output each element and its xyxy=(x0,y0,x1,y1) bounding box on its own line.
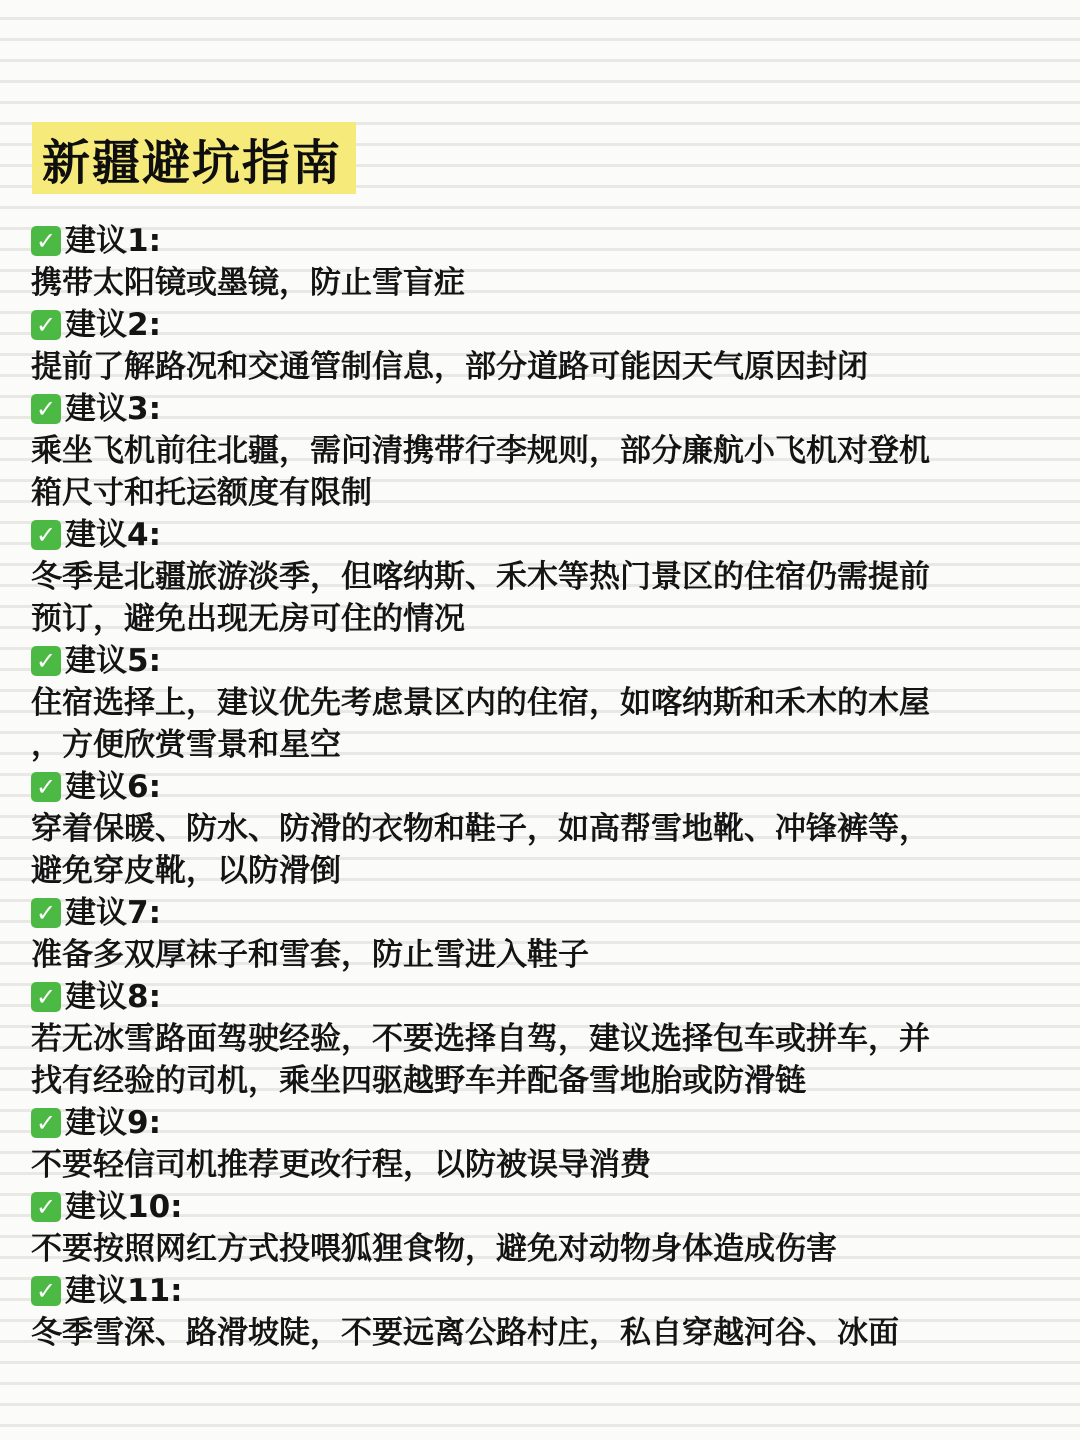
tip-item xyxy=(31,976,1061,1102)
tip-text xyxy=(31,808,1061,892)
page-title: 新疆避坑指南 xyxy=(42,134,343,191)
tips-list xyxy=(31,220,1061,1354)
tip-text xyxy=(31,262,1061,304)
tip-heading xyxy=(31,1186,1061,1228)
check-mark-icon: ✓ xyxy=(31,898,61,928)
tip-text xyxy=(31,1312,1061,1354)
tip-label: 建议11: xyxy=(65,1273,183,1309)
tip-text xyxy=(31,556,1061,640)
tip-item xyxy=(31,1270,1061,1354)
tip-heading xyxy=(31,514,1061,556)
tip-text-line: 不要轻信司机推荐更改行程，以防被误导消费 xyxy=(31,1147,651,1183)
check-mark-icon: ✓ xyxy=(31,394,61,424)
check-mark-icon: ✓ xyxy=(31,1276,61,1306)
tip-item xyxy=(31,514,1061,640)
tip-text-line: 找有经验的司机，乘坐四驱越野车并配备雪地胎或防滑链 xyxy=(31,1063,806,1099)
tip-text-line: 预订，避免出现无房可住的情况 xyxy=(31,601,465,637)
tip-text xyxy=(31,1018,1061,1102)
tip-text-line: 住宿选择上，建议优先考虑景区内的住宿，如喀纳斯和禾木的木屋 xyxy=(31,685,930,721)
tip-heading xyxy=(31,1102,1061,1144)
tip-label: 建议1: xyxy=(65,223,161,259)
tip-label: 建议3: xyxy=(65,391,161,427)
tip-item xyxy=(31,640,1061,766)
check-mark-icon: ✓ xyxy=(31,646,61,676)
check-mark-icon: ✓ xyxy=(31,982,61,1012)
tip-label: 建议10: xyxy=(65,1189,183,1225)
tip-text-line: 乘坐飞机前往北疆，需问清携带行李规则，部分廉航小飞机对登机 xyxy=(31,433,930,469)
tip-text xyxy=(31,1144,1061,1186)
tip-text xyxy=(31,934,1061,976)
tip-text-line: 穿着保暖、防水、防滑的衣物和鞋子，如高帮雪地靴、冲锋裤等， xyxy=(31,811,930,847)
tip-text xyxy=(31,1228,1061,1270)
tip-item xyxy=(31,220,1061,304)
tip-text-line: ，方便欣赏雪景和星空 xyxy=(31,727,341,763)
tip-label: 建议4: xyxy=(65,517,161,553)
check-mark-icon: ✓ xyxy=(31,1108,61,1138)
tip-label: 建议7: xyxy=(65,895,161,931)
tip-label: 建议8: xyxy=(65,979,161,1015)
tip-text-line: 携带太阳镜或墨镜，防止雪盲症 xyxy=(31,265,465,301)
tip-heading xyxy=(31,766,1061,808)
check-mark-icon: ✓ xyxy=(31,772,61,802)
tip-item xyxy=(31,304,1061,388)
tip-heading xyxy=(31,976,1061,1018)
tip-heading xyxy=(31,220,1061,262)
tip-text-line: 箱尺寸和托运额度有限制 xyxy=(31,475,372,511)
tip-text-line: 准备多双厚袜子和雪套，防止雪进入鞋子 xyxy=(31,937,589,973)
tip-text-line: 若无冰雪路面驾驶经验，不要选择自驾，建议选择包车或拼车，并 xyxy=(31,1021,930,1057)
check-mark-icon: ✓ xyxy=(31,520,61,550)
tip-text-line: 冬季是北疆旅游淡季，但喀纳斯、禾木等热门景区的住宿仍需提前 xyxy=(31,559,930,595)
tip-heading xyxy=(31,388,1061,430)
check-mark-icon: ✓ xyxy=(31,310,61,340)
tip-text-line: 不要按照网红方式投喂狐狸食物，避免对动物身体造成伤害 xyxy=(31,1231,837,1267)
tip-label: 建议9: xyxy=(65,1105,161,1141)
title-highlight xyxy=(32,122,356,194)
tip-label: 建议2: xyxy=(65,307,161,343)
check-mark-icon: ✓ xyxy=(31,226,61,256)
tip-item xyxy=(31,388,1061,514)
tip-text-line: 避免穿皮靴，以防滑倒 xyxy=(31,853,341,889)
tip-text xyxy=(31,346,1061,388)
tip-item xyxy=(31,1186,1061,1270)
tip-text-line: 冬季雪深、路滑坡陡，不要远离公路村庄，私自穿越河谷、冰面 xyxy=(31,1315,899,1351)
tip-text xyxy=(31,682,1061,766)
tip-item xyxy=(31,766,1061,892)
tip-item xyxy=(31,892,1061,976)
check-mark-icon: ✓ xyxy=(31,1192,61,1222)
tip-heading xyxy=(31,1270,1061,1312)
tip-text-line: 提前了解路况和交通管制信息，部分道路可能因天气原因封闭 xyxy=(31,349,868,385)
tip-label: 建议5: xyxy=(65,643,161,679)
tip-label: 建议6: xyxy=(65,769,161,805)
tip-heading xyxy=(31,304,1061,346)
tip-heading xyxy=(31,640,1061,682)
tip-heading xyxy=(31,892,1061,934)
tip-text xyxy=(31,430,1061,514)
tip-item xyxy=(31,1102,1061,1186)
